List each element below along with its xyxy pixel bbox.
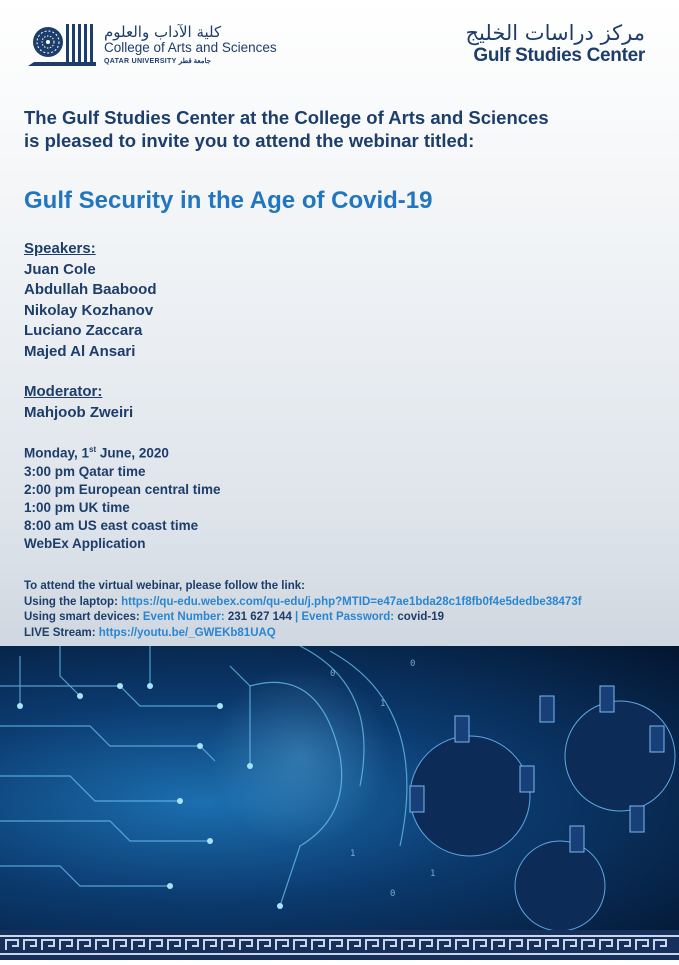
speakers-section <box>24 239 157 362</box>
university-name-arabic: جامعة قطر <box>178 57 211 65</box>
event-number: 231 627 144 <box>227 611 292 623</box>
svg-text:1: 1 <box>380 699 386 709</box>
moderator-heading: Moderator: <box>24 383 103 400</box>
college-emblem-icon <box>26 22 98 68</box>
devices-line <box>24 610 582 626</box>
svg-text:0: 0 <box>330 669 336 679</box>
youtube-link[interactable]: https://youtu.be/_GWEKb81UAQ <box>98 626 276 639</box>
center-name-arabic: مركز دراسات الخليج <box>465 21 645 45</box>
live-stream-label: LIVE Stream: <box>24 626 99 639</box>
webex-link[interactable]: https://qu-edu.webex.com/qu-edu/j.php?MTID=e47ae1bda28c1f8fb0f4e5dedbe38473f <box>121 595 582 608</box>
speaker-name: Luciano Zaccara <box>24 322 143 339</box>
center-logo <box>466 22 646 67</box>
event-time: 1:00 pm UK time <box>24 499 130 515</box>
invitation-line-2: is pleased to invite you to attend the webinar titled: <box>24 130 475 151</box>
event-time: 3:00 pm Qatar time <box>24 463 146 479</box>
university-name <box>104 58 277 66</box>
separator: | <box>291 611 302 623</box>
event-time: 8:00 am US east coast time <box>24 517 199 533</box>
event-date-month-year: June, 2020 <box>96 445 169 461</box>
svg-text:0: 0 <box>390 889 396 899</box>
laptop-label: Using the laptop: <box>24 595 122 608</box>
university-name-english: QATAR UNIVERSITY <box>104 57 177 65</box>
live-stream-line <box>24 626 582 642</box>
speakers-heading: Speakers: <box>24 240 96 257</box>
links-intro: To attend the virtual webinar, please follow the link: <box>24 580 305 592</box>
svg-text:0: 0 <box>410 659 416 669</box>
webinar-title: Gulf Security in the Age of Covid-19 <box>24 187 433 214</box>
college-name-english: College of Arts and Sciences <box>104 39 277 55</box>
event-time: 2:00 pm European central time <box>24 481 221 497</box>
moderator-section <box>24 382 133 423</box>
event-password: covid-19 <box>397 611 444 623</box>
event-platform: WebEx Application <box>24 535 146 551</box>
speaker-name: Abdullah Baabood <box>24 281 157 298</box>
attendance-links <box>24 579 582 641</box>
devices-label: Using smart devices: <box>24 611 143 623</box>
college-logo <box>26 22 277 68</box>
laptop-line <box>24 595 582 611</box>
invitation-text <box>24 106 654 152</box>
invitation-line-1: The Gulf Studies Center at the College of Arts and Sciences <box>24 107 549 128</box>
speaker-name: Juan Cole <box>24 260 96 278</box>
event-date <box>24 441 221 463</box>
event-date-ordinal: st <box>89 445 97 454</box>
center-name-english: Gulf Studies Center <box>473 45 645 67</box>
cyber-virus-banner-image <box>0 646 679 930</box>
decorative-pattern-band <box>0 930 679 960</box>
svg-text:1: 1 <box>430 869 436 879</box>
svg-text:1: 1 <box>350 849 356 859</box>
event-date-day: Monday, 1 <box>24 445 90 461</box>
event-number-label: Event Number: <box>142 611 228 623</box>
speaker-name: Majed Al Ansari <box>24 342 136 360</box>
speaker-name: Nikolay Kozhanov <box>24 301 154 319</box>
moderator-name: Mahjoob Zweiri <box>24 403 134 421</box>
schedule-section <box>24 441 221 553</box>
event-password-label: Event Password: <box>301 611 398 623</box>
college-name-arabic: كلية الآداب والعلوم <box>104 23 222 42</box>
